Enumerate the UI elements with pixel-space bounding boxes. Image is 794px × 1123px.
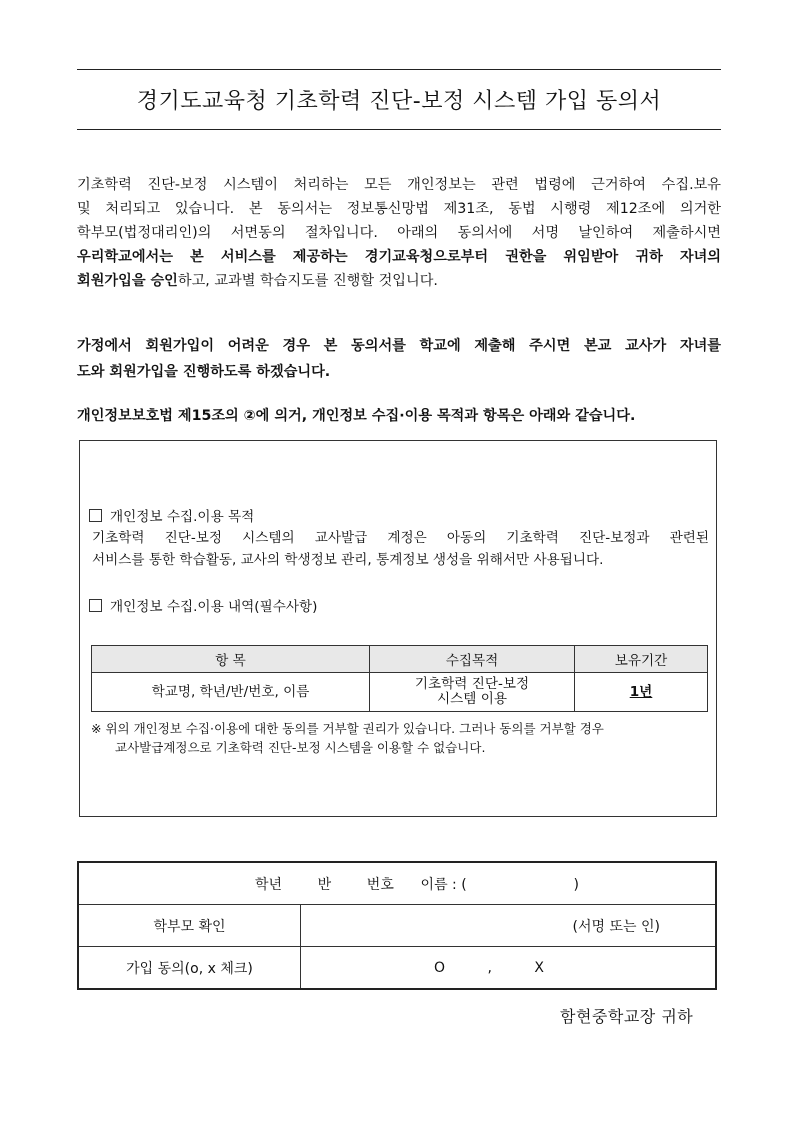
top-rule: [77, 69, 721, 70]
details-heading-text: 개인정보 수집.이용 내역(필수사항): [110, 599, 318, 615]
checkbox-icon: [89, 599, 102, 612]
home-line: 가정에서 회원가입이 어려운 경우 본 동의서를 학교에 제출해 주시면 본교 교사가 자녀를: [77, 338, 721, 354]
privacy-box: [79, 440, 717, 817]
intro-bold-line: 우리학교에서는 본 서비스를 제공하는 경기교육청으로부터 권한을 위임받아 귀하 자녀의: [77, 249, 721, 265]
details-table: [91, 645, 708, 712]
home-signup-paragraph: [77, 333, 721, 385]
cell-item: 학교명, 학년/반/번호, 이름: [92, 673, 370, 712]
cell-purpose: [370, 673, 575, 712]
purpose-text: [92, 527, 709, 571]
purpose-cell-line1: 기초학력 진단-보정: [414, 676, 530, 692]
cell-retention: [575, 673, 708, 712]
col-item: 항 목: [92, 646, 370, 673]
law-paragraph: 개인정보보호법 제15조의 ②에 의거, 개인정보 수집·이용 목적과 항목은 아래와 같습니다.: [77, 408, 636, 424]
table-row: [92, 673, 708, 712]
col-purpose: 수집목적: [370, 646, 575, 673]
signature-table: [77, 861, 717, 990]
closing-addressee: 함현중학교장 귀하: [560, 1007, 694, 1026]
intro-line: 및 처리되고 있습니다. 본 동의서는 정보통신망법 제31조, 동법 시행령 제12조에 의거한: [77, 201, 721, 217]
purpose-cell-line2: 시스템 이용: [437, 691, 507, 707]
intro-mixed-line: [77, 269, 721, 293]
intro-rest-text: 하고, 교과별 학습지도를 진행할 것입니다.: [177, 273, 438, 289]
purpose-heading-text: 개인정보 수집.이용 목적: [110, 509, 255, 525]
home-line: 도와 회원가입을 진행하도록 하겠습니다.: [77, 364, 331, 380]
purpose-heading: [89, 505, 254, 525]
consent-o-option[interactable]: O: [434, 959, 446, 976]
note-line: ※ 위의 개인정보 수집·이용에 대한 동의를 거부할 권리가 있습니다. 그러나 동의를 거부할 경우: [91, 721, 604, 736]
col-retention: 보유기간: [575, 646, 708, 673]
table-header-row: [92, 646, 708, 673]
consent-label: 가입 동의(o, x 체크): [78, 947, 301, 990]
refusal-note: [91, 719, 711, 757]
note-line: 교사발급계정으로 기초학력 진단-보정 시스템을 이용할 수 없습니다.: [115, 740, 486, 755]
title-rule: [77, 129, 721, 130]
signature-hint: (서명 또는 인): [572, 918, 660, 935]
student-row: [78, 862, 716, 905]
consent-choice-field: [301, 947, 717, 990]
purpose-line: 서비스를 통한 학습활동, 교사의 학생정보 관리, 통계정보 생성을 위해서만 사용됩니다.: [92, 552, 604, 568]
intro-paragraph: [77, 173, 721, 293]
checkbox-icon: [89, 509, 102, 522]
intro-approve-text: 회원가입을 승인: [77, 273, 178, 289]
student-info-field[interactable]: 학년 반 번호 이름 : ( ): [78, 862, 716, 905]
intro-line: 기초학력 진단-보정 시스템이 처리하는 모든 개인정보는 관련 법령에 근거하여 수집.보유: [77, 177, 721, 193]
consent-row: [78, 947, 716, 990]
parent-confirm-label: 학부모 확인: [78, 905, 301, 947]
intro-line: 학부모(법정대리인)의 서면동의 절차입니다. 아래의 동의서에 서명 날인하여 제출하시면: [77, 225, 721, 241]
details-heading: [89, 595, 317, 615]
purpose-line: 기초학력 진단-보정 시스템의 교사발급 계정은 아동의 기초학력 진단-보정과 관련된: [92, 530, 709, 546]
parent-row: [78, 905, 716, 947]
parent-signature-field[interactable]: [301, 905, 717, 947]
consent-separator: ,: [487, 959, 492, 976]
retention-value: 1년: [629, 683, 653, 700]
consent-x-option[interactable]: X: [534, 959, 544, 976]
page-title: 경기도교육청 기초학력 진단-보정 시스템 가입 동의서: [136, 89, 662, 114]
